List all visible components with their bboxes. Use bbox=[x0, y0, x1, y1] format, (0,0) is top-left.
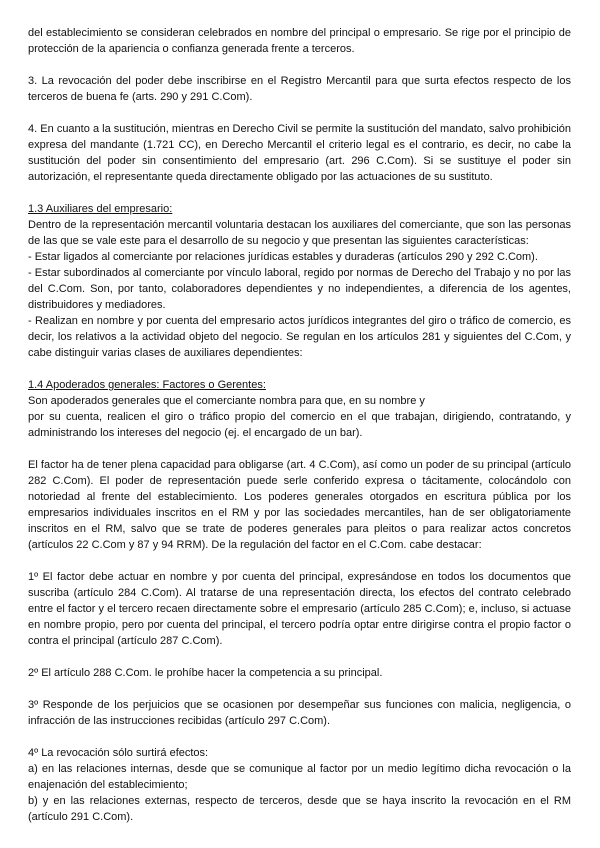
point-3-paragraph: 3º Responde de los perjuicios que se ocasionen por desempeñar sus funciones con malicia, negligencia, o infracción de las instrucciones recibidas (artículo 297 C.Com). bbox=[28, 699, 571, 727]
section-heading-auxiliares: 1.3 Auxiliares del empresario: bbox=[28, 203, 173, 215]
document-page bbox=[28, 25, 571, 825]
intro-paragraph: del establecimiento se consideran celebrados en nombre del principal o empresario. Se rige por el principio de protección de la apariencia o confianza generada frente a terceros. bbox=[28, 27, 571, 55]
apoderados-line-2: por su cuenta, realicen el giro o tráfico propio del comercio en el que trabajan, dirigiendo, contratando, y administrando los intereses del negocio (ej. el encargado de un bar). bbox=[28, 411, 571, 439]
point-4-title: 4º La revocación sólo surtirá efectos: bbox=[28, 747, 209, 759]
revocation-registry-paragraph: 3. La revocación del poder debe inscribirse en el Registro Mercantil para que surta efectos respecto de los terceros de buena fe (arts. 290 y 291 C.Com). bbox=[28, 75, 571, 103]
auxiliares-item-1: - Estar ligados al comerciante por relaciones jurídicas estables y duraderas (artículos 290 y 292 C.Com). bbox=[28, 251, 538, 263]
auxiliares-item-2: - Estar subordinados al comerciante por vínculo laboral, regido por normas de Derecho del Trabajo y no por las del C.Com. Son, por tanto, colaboradores dependientes y no independientes, a diferencia de los agentes, distribuidores y mediadores. bbox=[28, 267, 571, 311]
point-2-paragraph: 2º El artículo 288 C.Com. le prohíbe hacer la competencia a su principal. bbox=[28, 667, 383, 679]
auxiliares-intro: Dentro de la representación mercantil voluntaria destacan los auxiliares del comerciante, que son las personas de las que se vale este para el desarrollo de su negocio y que presentan las siguientes características: bbox=[28, 219, 571, 247]
point-1-paragraph: 1º El factor debe actuar en nombre y por cuenta del principal, expresándose en todos los documentos que suscriba (artículo 284 C.Com). Al tratarse de una representación directa, los efectos del contrato celebrado entre el factor y el tercero recaen directamente sobre el empresario (artículo 285 C.Com); e, incluso, si actuase en nombre propio, pero por cuenta del principal, el tercero podría optar entre dirigirse contra el propio factor o contra el principal (artículo 287 C.Com). bbox=[28, 571, 571, 647]
apoderados-line-1: Son apoderados generales que el comerciante nombra para que, en su nombre y bbox=[28, 395, 425, 407]
factor-paragraph: El factor ha de tener plena capacidad para obligarse (art. 4 C.Com), así como un poder de su principal (artículo 282 C.Com). El poder de representación puede serle conferido expresa o tácitamente, colocándolo con notoriedad al frente del establecimiento. Los poderes generales otorgados en escritura pública por los empresarios individuales inscritos en el RM y por las sociedades mercantiles, han de ser obligatoriamente inscritos en el RM, salvo que se trate de poderes generales para pleitos o para realizar actos concretos (artículos 22 C.Com y 87 y 94 RRM). De la regulación del factor en el C.Com. cabe destacar: bbox=[28, 459, 571, 551]
section-heading-apoderados: 1.4 Apoderados generales: Factores o Gerentes: bbox=[28, 379, 266, 391]
substitution-paragraph: 4. En cuanto a la sustitución, mientras en Derecho Civil se permite la sustitución del mandato, salvo prohibición expresa del mandante (1.721 CC), en Derecho Mercantil el criterio legal es el contrario, es decir, no cabe la sustitución del poder sin consentimiento del empresario (art. 296 C.Com). Si se sustituye el poder sin autorización, el representante queda directamente obligado por las actuaciones de su sustituto. bbox=[28, 123, 571, 183]
auxiliares-item-3: - Realizan en nombre y por cuenta del empresario actos jurídicos integrantes del giro o tráfico de comercio, es decir, los relativos a la actividad objeto del negocio. Se regulan en los artículos 281 y siguientes del C.Com, y cabe distinguir varias clases de auxiliares dependientes: bbox=[28, 315, 571, 359]
point-4-item-b: b) y en las relaciones externas, respecto de terceros, desde que se haya inscrito la revocación en el RM (artículo 291 C.Com). bbox=[28, 795, 571, 823]
point-4-item-a: a) en las relaciones internas, desde que se comunique al factor por un medio legítimo dicha revocación o la enajenación del establecimiento; bbox=[28, 763, 571, 791]
